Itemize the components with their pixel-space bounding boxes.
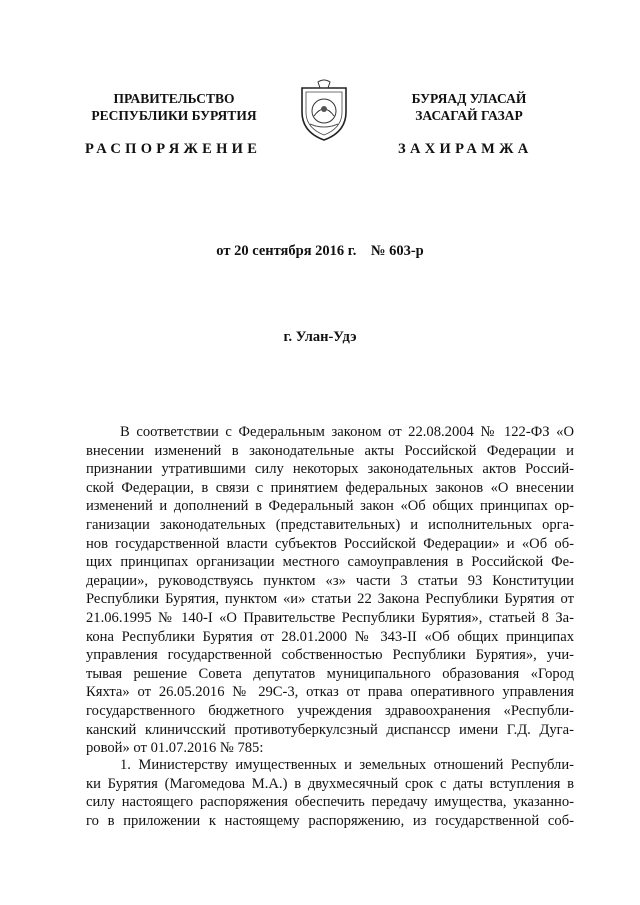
text-line: щих принципах организации местного самоуправления в Российской Фе- <box>86 554 574 571</box>
buryatia-coat-of-arms-icon <box>296 78 352 142</box>
government-title <box>76 90 272 124</box>
text-line: го в приложении к настоящему распоряжению, из государственной соб- <box>86 812 574 829</box>
text-line: кона Республики Бурятия от 28.01.2000 № 343-II «Об общих принципах <box>86 628 574 645</box>
text-line: тывая решение Совета депутатов муниципального образования «Город <box>86 665 574 682</box>
item-1-paragraph <box>86 756 574 830</box>
text-line: ровой» от 01.07.2016 № 785: <box>86 740 264 757</box>
text-line: управления государственной собственностью Республики Бурятия», учи- <box>86 647 574 664</box>
government-title-buryat <box>374 90 564 124</box>
text-line: государственного бюджетного учреждения здравоохранения «Республи- <box>86 702 574 719</box>
document-type-russian: РАСПОРЯЖЕНИЕ <box>85 141 262 157</box>
government-title-buryat-line1: БУРЯАД УЛАСАЙ <box>411 91 527 106</box>
document-city: г. Улан-Удэ <box>283 329 357 345</box>
government-title-line2: РЕСПУБЛИКИ БУРЯТИЯ <box>91 108 257 123</box>
text-line: дерации», руководствуясь пунктом «з» части 3 статьи 93 Конституции <box>86 572 574 589</box>
text-line: ганизации законодательных (представительных) и исполнительных орга- <box>86 516 574 533</box>
text-line: признании утратившими силу некоторых законодательных актов Россий- <box>86 461 574 478</box>
text-line: Кяхта» от 26.05.2016 № 29С-3, отказ от права оперативного управления <box>86 684 574 701</box>
text-line: канский клиничсский противотуберкулсзный диспансср имени Г.Д. Дуга- <box>86 721 574 738</box>
text-line: 1. Министерству имущественных и земельных отношений Республи- <box>120 757 574 773</box>
text-line: ки Бурятия (Магомедова М.А.) в двухмесячный срок с даты вступления в <box>86 775 574 792</box>
text-line: 21.06.1995 № 140-I «О Правительстве Республики Бурятия», статьей 8 За- <box>86 609 574 626</box>
text-line: В соответствии с Федеральным законом от 22.08.2004 № 122-ФЗ «О <box>120 424 574 440</box>
government-title-line1: ПРАВИТЕЛЬСТВО <box>113 91 235 106</box>
text-line: Республики Бурятия, пунктом «и» статьи 22 Закона Республики Бурятия от <box>86 591 574 608</box>
text-line: изменений и дополнений в Федеральный закон «Об общих принципах ор- <box>86 498 574 515</box>
document-date-number: от 20 сентября 2016 г. № 603-р <box>216 243 424 259</box>
text-line: силу настоящего распоряжения обеспечить передачу имущества, указанно- <box>86 794 574 811</box>
preamble-paragraph <box>86 423 574 758</box>
text-line: внесении изменений в законодательные акты Российской Федерации и <box>86 442 574 459</box>
text-line: ской Федерации, в связи с принятием федеральных законов «О внесении <box>86 479 574 496</box>
government-title-buryat-line2: ЗАСАГАЙ ГАЗАР <box>415 108 523 123</box>
document-type-buryat: ЗАХИРАМЖА <box>398 141 533 157</box>
text-line: нов государственной власти субъектов Российской Федерации» и «Об об- <box>86 535 574 552</box>
